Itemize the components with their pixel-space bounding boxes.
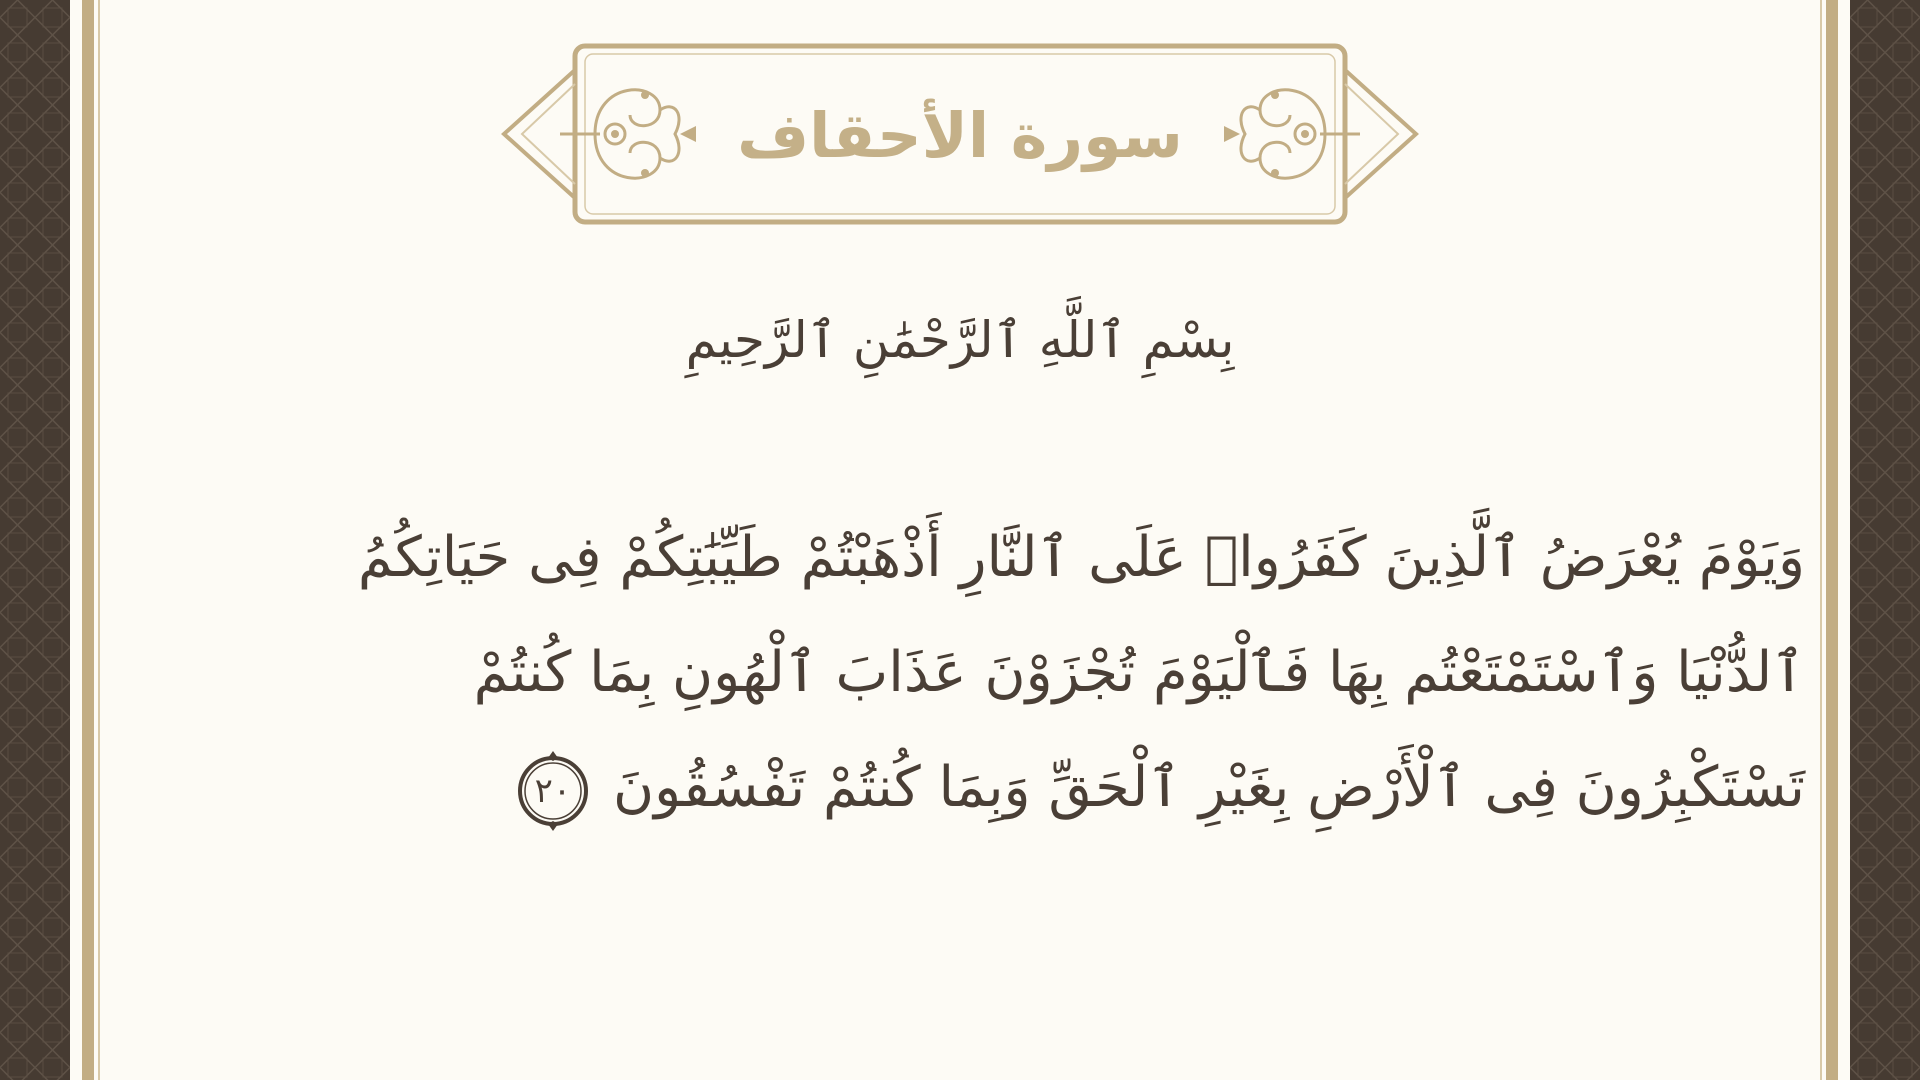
surah-header-frame	[500, 40, 1420, 230]
right-inner-rule	[1820, 0, 1822, 1080]
surah-title: سورة الأحقاف	[737, 98, 1183, 172]
basmala: بِسْمِ ٱللَّهِ ٱلرَّحْمَٰنِ ٱلرَّحِيمِ	[685, 311, 1235, 369]
verse-line-1: وَيَوْمَ يُعْرَضُ ٱلَّذِينَ كَفَرُوا۟ عَلَى ٱلنَّارِ أَذْهَبْتُمْ طَيِّبَٰتِكُمْ فِى حَيَاتِكُمُ	[357, 525, 1805, 590]
ayah-number: ٢٠	[534, 770, 572, 811]
verse-line-3-text: تَسْتَكْبِرُونَ فِى ٱلْأَرْضِ بِغَيْرِ ٱلْحَقِّ وَبِمَا كُنتُمْ تَفْسُقُونَ	[612, 755, 1805, 820]
left-ornamental-border	[0, 0, 70, 1080]
verse-text	[230, 500, 1805, 845]
left-gold-rule	[82, 0, 94, 1080]
right-gold-rule	[1826, 0, 1838, 1080]
right-ornamental-border	[1850, 0, 1920, 1080]
verse-line-3	[230, 730, 1805, 845]
left-inner-rule	[98, 0, 100, 1080]
verse-line-2: ٱلدُّنْيَا وَٱسْتَمْتَعْتُم بِهَا فَٱلْيَوْمَ تُجْزَوْنَ عَذَابَ ٱلْهُونِ بِمَا كُنتُمْ	[473, 640, 1805, 705]
ayah-end-marker	[511, 749, 595, 833]
